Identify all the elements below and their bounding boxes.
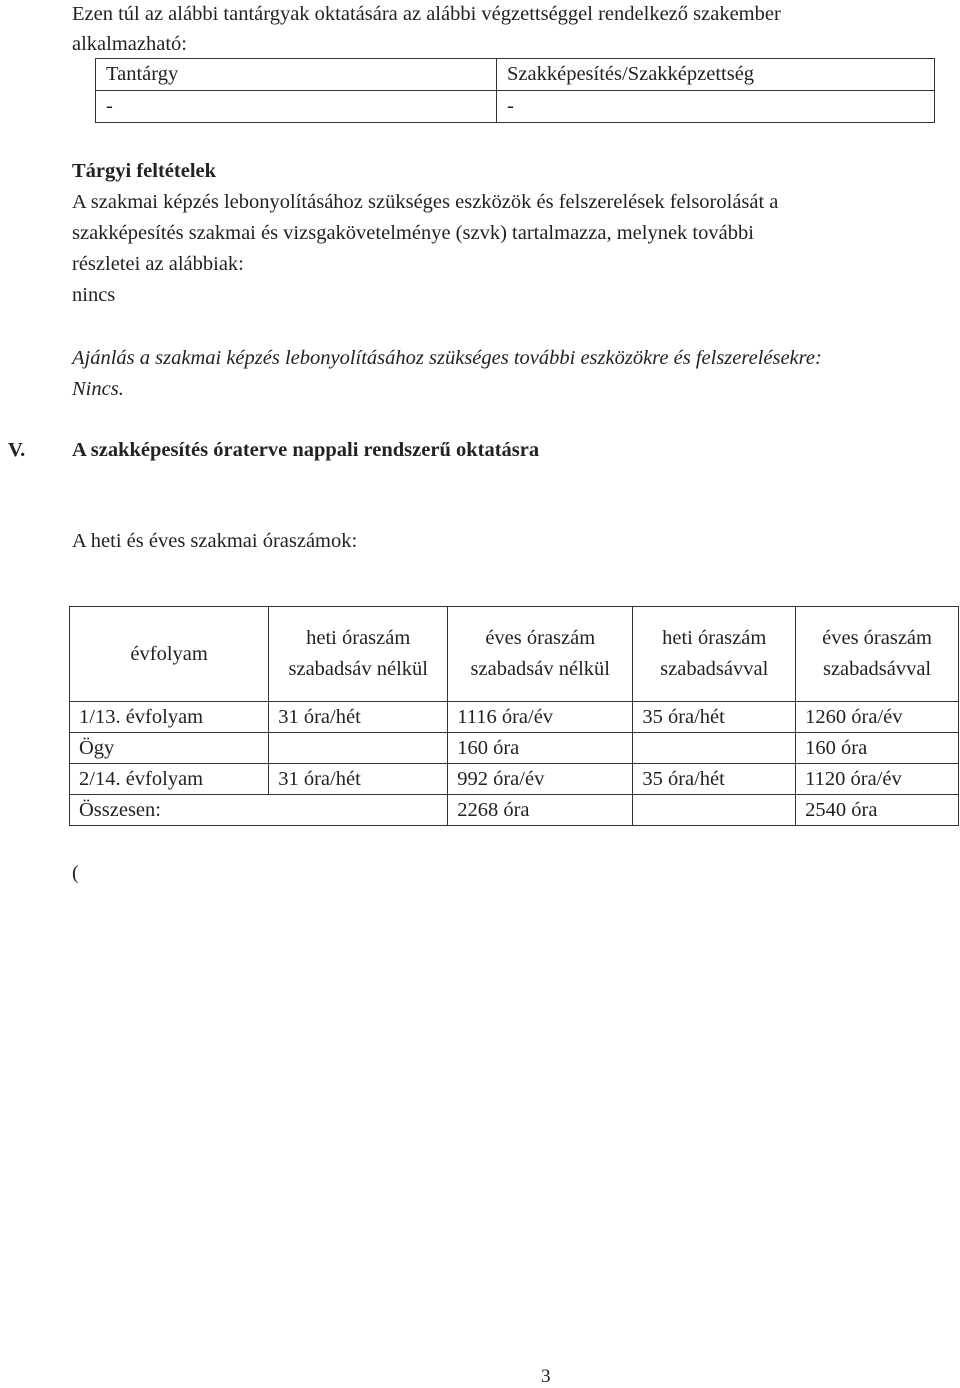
conditions-value: nincs [72, 284, 116, 306]
table-total-row [70, 795, 959, 826]
hours-intro: A heti és éves szakmai óraszámok: [72, 530, 358, 552]
subject-table [95, 58, 935, 123]
header-weekly-with: heti óraszám szabadsávval [633, 607, 796, 702]
header-qualification: Szakképesítés/Szakképzettség [497, 59, 935, 91]
conditions-line-2: szakképesítés szakmai és vizsgakövetelménye (szvk) tartalmazza, melynek további [72, 222, 754, 244]
table-row [96, 59, 935, 91]
cell-weekly-without [269, 733, 448, 764]
section-title: A szakképesítés óraterve nappali rendszerű oktatásra [72, 439, 540, 461]
table-row [70, 764, 959, 795]
table-row [70, 702, 959, 733]
header-weekly-without: heti óraszám szabadsáv nélkül [269, 607, 448, 702]
intro-line-1: Ezen túl az alábbi tantárgyak oktatására az alábbi végzettséggel rendelkező szakember [72, 3, 781, 25]
cell-yearly-with: 1260 óra/év [796, 702, 959, 733]
conditions-line-1: A szakmai képzés lebonyolításához szükséges eszközök és felszerelések felsorolását a [72, 191, 779, 213]
section-number: V. [8, 439, 26, 461]
cell-grade: 2/14. évfolyam [70, 764, 269, 795]
conditions-heading: Tárgyi feltételek [72, 160, 217, 182]
header-yearly-with: éves óraszám szabadsávval [796, 607, 959, 702]
cell-weekly-without: 31 óra/hét [269, 702, 448, 733]
intro-line-2: alkalmazható: [72, 33, 187, 55]
page-number: 3 [541, 1366, 551, 1387]
table-row [96, 91, 935, 123]
table-row [70, 733, 959, 764]
cell-yearly-without: 992 óra/év [448, 764, 633, 795]
cell-total-yearly-without: 2268 óra [448, 795, 633, 826]
recommendation-line-1: Ajánlás a szakmai képzés lebonyolításához szükséges további eszközökre és felszerelésekre: [72, 347, 822, 369]
cell-weekly-with: 35 óra/hét [633, 764, 796, 795]
cell-total-label: Összesen: [70, 795, 448, 826]
header-yearly-without: éves óraszám szabadsáv nélkül [448, 607, 633, 702]
cell-qualification: - [497, 91, 935, 123]
header-grade: évfolyam [70, 607, 269, 702]
cell-weekly-with: 35 óra/hét [633, 702, 796, 733]
recommendation-line-2: Nincs. [72, 378, 124, 400]
cell-total-empty [633, 795, 796, 826]
header-subject: Tantárgy [96, 59, 497, 91]
table-header-row [70, 607, 959, 702]
cell-subject: - [96, 91, 497, 123]
cell-grade: Ögy [70, 733, 269, 764]
cell-total-yearly-with: 2540 óra [796, 795, 959, 826]
cell-yearly-without: 160 óra [448, 733, 633, 764]
cell-weekly-with [633, 733, 796, 764]
stray-character: ( [72, 862, 79, 884]
cell-yearly-with: 160 óra [796, 733, 959, 764]
cell-weekly-without: 31 óra/hét [269, 764, 448, 795]
cell-yearly-without: 1116 óra/év [448, 702, 633, 733]
cell-grade: 1/13. évfolyam [70, 702, 269, 733]
cell-yearly-with: 1120 óra/év [796, 764, 959, 795]
conditions-line-3: részletei az alábbiak: [72, 253, 244, 275]
hours-table [69, 606, 959, 826]
